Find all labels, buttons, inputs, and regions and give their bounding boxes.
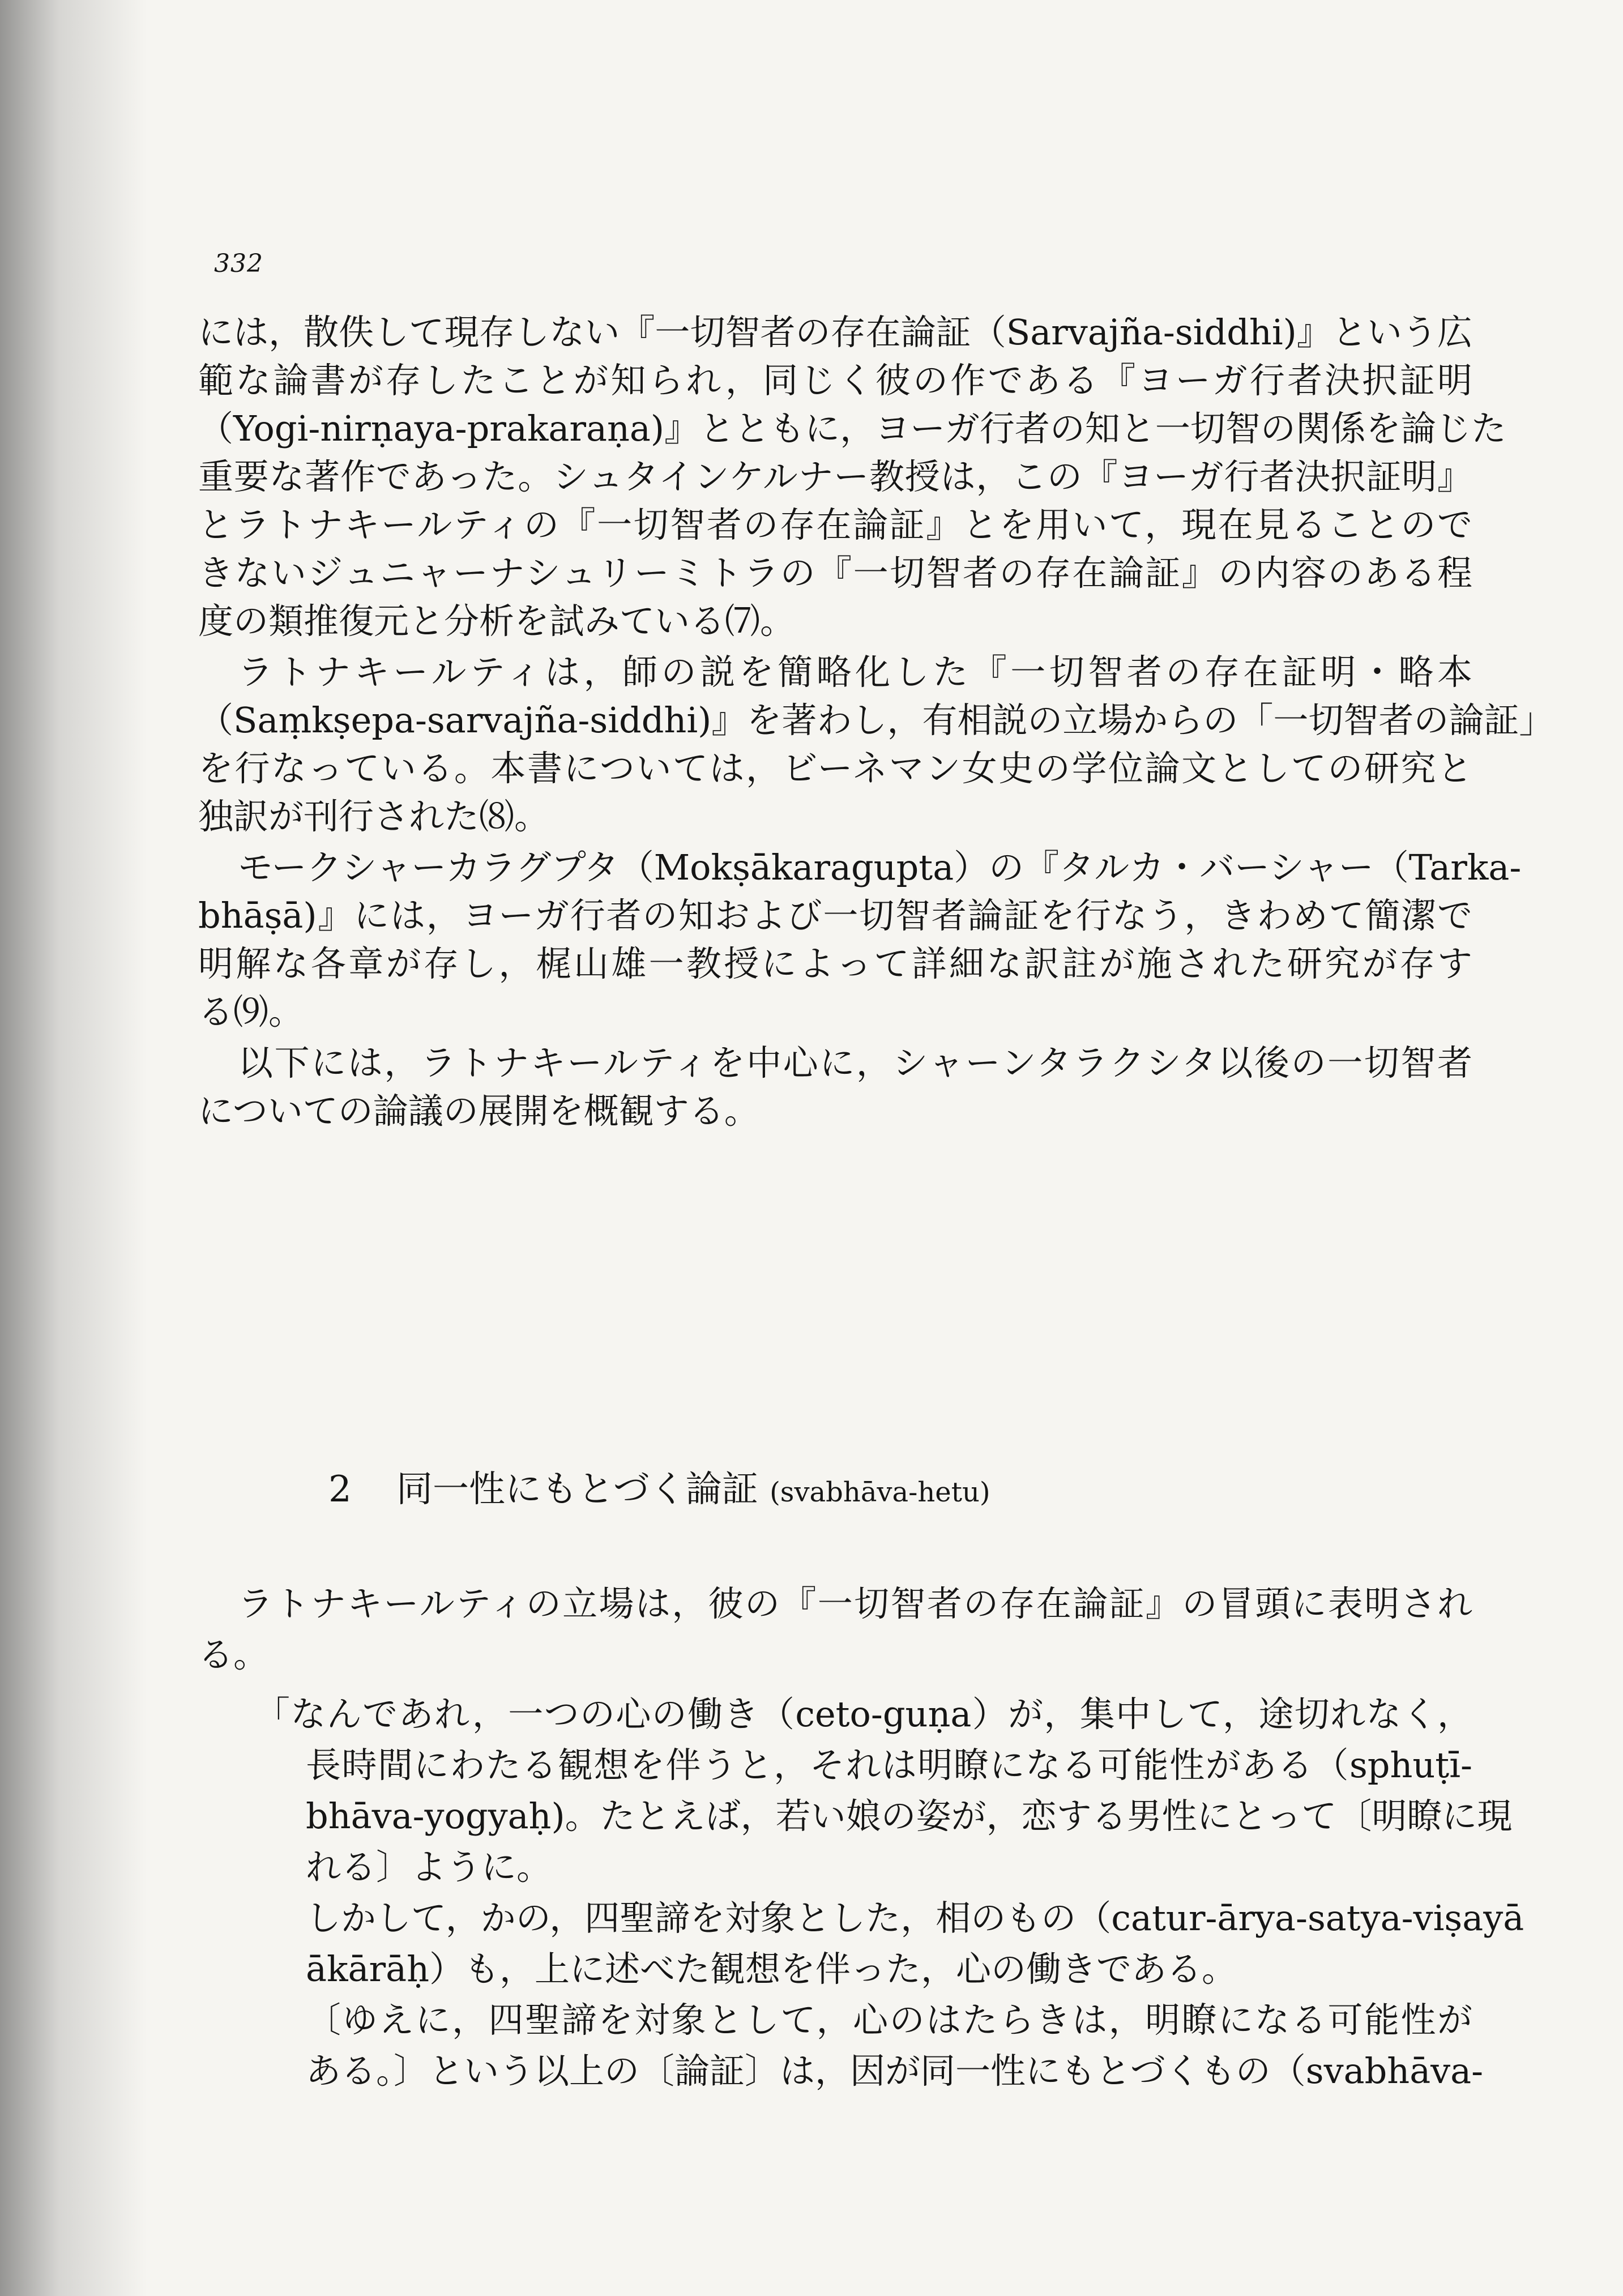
page-number: 332 [214, 249, 263, 278]
text-line: 範な論書が存したことが知られ，同じく彼の作である『ヨーガ行者決択証明 [198, 360, 1472, 401]
text-line: きないジュニャーナシュリーミトラの『一切智者の存在論証』の内容のある程 [198, 552, 1472, 594]
text-line: （Saṃkṣepa-sarvajña-siddhi)』を著わし，有相説の立場からの「一切智者の論証」 [198, 699, 1554, 741]
quote-line: しかして，かの，四聖諦を対象とした，相のもの（catur-ārya-satya-viṣayā [306, 1897, 1524, 1939]
section-number: 2 [328, 1469, 352, 1510]
quote-line: 「なんであれ，一つの心の働き（ceto-guṇa）が，集中して，途切れなく， [255, 1693, 1472, 1735]
text-line: についての論議の展開を概観する。 [198, 1090, 759, 1132]
quote-line: 長時間にわたる観想を伴うと，それは明瞭になる可能性がある（sphuṭī- [306, 1744, 1472, 1786]
quote-line: bhāva-yogyaḥ)。たとえば，若い娘の姿が，恋する男性にとって〔明瞭に現 [306, 1795, 1513, 1837]
text-line: 以下には，ラトナキールティを中心に，シャーンタラクシタ以後の一切智者 [238, 1042, 1472, 1083]
text-line: を行なっている。本書については，ビーネマン女史の学位論文としての研究と [198, 748, 1472, 789]
text-line: とラトナキールティの『一切智者の存在論証』とを用いて，現在見ることので [198, 504, 1472, 545]
quote-line: ākārāḥ）も，上に述べた観想を伴った，心の働きである。 [306, 1948, 1237, 1990]
text-line: 度の類推復元と分析を試みている⑺。 [198, 600, 796, 642]
text-line: bhāṣā)』には，ヨーガ行者の知および一切智者論証を行なう，きわめて簡潔で [198, 895, 1472, 936]
quote-line: れる〕ように。 [306, 1846, 552, 1888]
text-line: には，散佚して現存しない『一切智者の存在論証（Sarvajña-siddhi)』という広 [198, 311, 1472, 353]
section-romanized-title: (svabhāva-hetu) [770, 1476, 990, 1508]
text-line: る⑼。 [198, 991, 304, 1032]
section-title: 同一性にもとづく論証 [396, 1469, 758, 1510]
quote-line: ある。〕という以上の〔論証〕は，因が同一性にもとづくもの（svabhāva- [306, 2050, 1484, 2092]
text-line: ラトナキールティの立場は，彼の『一切智者の存在論証』の冒頭に表明され [238, 1583, 1472, 1624]
text-line: 明解な各章が存し，梶山雄一教授によって詳細な訳註が施された研究が存す [198, 943, 1472, 984]
text-line: 独訳が刊行された⑻。 [198, 796, 550, 837]
text-line: モークシャーカラグプタ（Mokṣākaragupta）の『タルカ・バーシャー（Tarka- [238, 847, 1522, 888]
text-line: （Yogi-nirṇaya-prakaraṇa)』とともに，ヨーガ行者の知と一切智の関係を論じた [198, 408, 1506, 449]
text-line: 重要な著作であった。シュタインケルナー教授は，この『ヨーガ行者決択証明』 [198, 456, 1472, 497]
text-line: ラトナキールティは，師の説を簡略化した『一切智者の存在証明・略本 [238, 651, 1472, 693]
quote-line: 〔ゆえに，四聖諦を対象として，心のはたらきは，明瞭になる可能性が [306, 1999, 1472, 2041]
text-line: る。 [198, 1634, 269, 1675]
